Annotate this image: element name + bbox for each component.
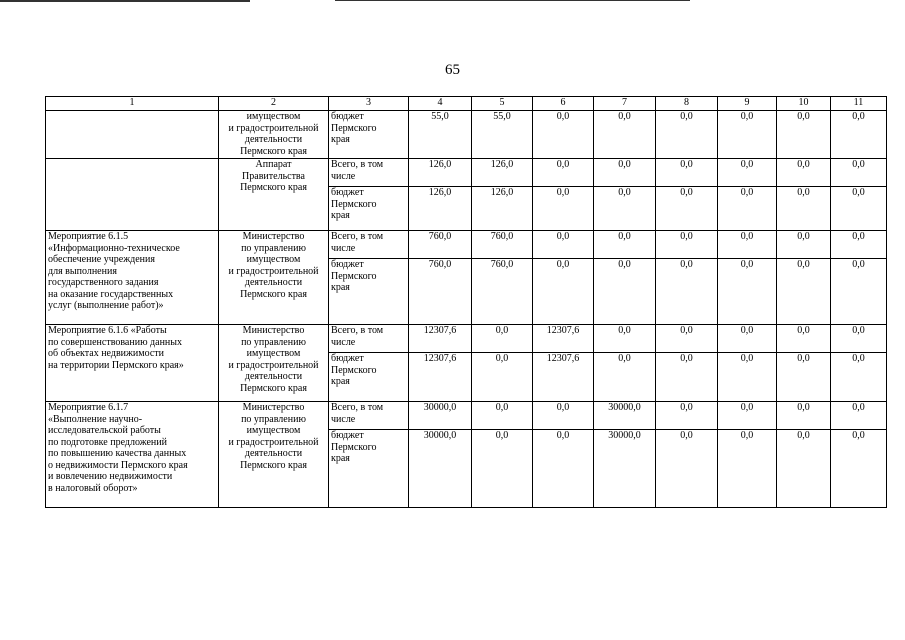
value-cell: 0,0 [777,111,831,159]
value-cell: 0,0 [718,231,777,259]
value-cell: 760,0 [472,231,533,259]
value-cell: 0,0 [472,353,533,402]
value-cell: 0,0 [472,430,533,508]
value-cell: 0,0 [831,402,887,430]
value-cell: 30000,0 [409,430,472,508]
value-cell: 0,0 [777,402,831,430]
value-cell: 0,0 [656,325,718,353]
value-cell: 0,0 [831,159,887,187]
header-cell: 6 [533,97,594,111]
value-cell: 12307,6 [409,325,472,353]
value-cell: 12307,6 [409,353,472,402]
value-cell: 0,0 [472,325,533,353]
header-cell: 3 [329,97,409,111]
table-body [46,97,887,508]
table-row [46,325,887,353]
scan-artifact-line [0,0,250,2]
executor-cell: Аппарат Правительства Пермского края [219,159,329,231]
funding-source-cell: бюджет Пермского края [329,430,409,508]
value-cell: 0,0 [533,259,594,325]
header-cell: 5 [472,97,533,111]
value-cell: 0,0 [594,231,656,259]
header-cell: 7 [594,97,656,111]
header-cell: 2 [219,97,329,111]
value-cell: 0,0 [718,259,777,325]
activity-name-cell [46,159,219,231]
value-cell: 0,0 [831,111,887,159]
scan-artifact-line [335,0,690,1]
executor-cell: Министерство по управлению имуществом и градостроительной деятельности Пермского края [219,402,329,508]
value-cell: 126,0 [409,187,472,231]
value-cell: 0,0 [777,159,831,187]
value-cell: 0,0 [718,325,777,353]
value-cell: 0,0 [533,231,594,259]
header-cell: 8 [656,97,718,111]
value-cell: 0,0 [831,353,887,402]
value-cell: 30000,0 [594,430,656,508]
value-cell: 0,0 [718,353,777,402]
value-cell: 0,0 [656,430,718,508]
table-row [46,402,887,430]
value-cell: 0,0 [533,402,594,430]
value-cell: 760,0 [409,231,472,259]
executor-cell: Министерство по управлению имуществом и градостроительной деятельности Пермского края [219,325,329,402]
value-cell: 0,0 [594,325,656,353]
value-cell: 0,0 [533,111,594,159]
value-cell: 0,0 [656,231,718,259]
activity-name-cell: Мероприятие 6.1.6 «Работы по совершенствованию данных об объектах недвижимости на территории Пермского края» [46,325,219,402]
value-cell: 0,0 [533,430,594,508]
funding-source-cell: бюджет Пермского края [329,353,409,402]
value-cell: 0,0 [777,231,831,259]
value-cell: 0,0 [656,353,718,402]
header-cell: 9 [718,97,777,111]
funding-source-cell: бюджет Пермского края [329,111,409,159]
value-cell: 12307,6 [533,353,594,402]
value-cell: 55,0 [472,111,533,159]
activity-name-cell [46,111,219,159]
value-cell: 0,0 [533,159,594,187]
value-cell: 30000,0 [594,402,656,430]
value-cell: 0,0 [831,187,887,231]
table-row [46,231,887,259]
value-cell: 0,0 [831,325,887,353]
value-cell: 126,0 [409,159,472,187]
budget-table [45,96,887,508]
header-cell: 11 [831,97,887,111]
value-cell: 0,0 [656,187,718,231]
value-cell: 0,0 [777,325,831,353]
value-cell: 0,0 [656,259,718,325]
value-cell: 0,0 [718,159,777,187]
page-number: 65 [445,62,460,78]
value-cell: 0,0 [594,111,656,159]
executor-cell: Министерство по управлению имуществом и градостроительной деятельности Пермского края [219,231,329,325]
value-cell: 0,0 [831,430,887,508]
activity-name-cell: Мероприятие 6.1.5 «Информационно-техническое обеспечение учреждения для выполнения государственного задания на оказание государственных услуг (выполнение работ)» [46,231,219,325]
value-cell: 30000,0 [409,402,472,430]
funding-source-cell: бюджет Пермского края [329,259,409,325]
value-cell: 126,0 [472,187,533,231]
value-cell: 0,0 [718,430,777,508]
value-cell: 0,0 [831,231,887,259]
value-cell: 0,0 [594,159,656,187]
value-cell: 0,0 [533,187,594,231]
value-cell: 0,0 [594,353,656,402]
value-cell: 0,0 [472,402,533,430]
value-cell: 0,0 [718,187,777,231]
table-row [46,111,887,159]
value-cell: 126,0 [472,159,533,187]
table-row [46,159,887,187]
funding-source-cell: Всего, в том числе [329,325,409,353]
value-cell: 0,0 [777,430,831,508]
header-cell: 1 [46,97,219,111]
funding-source-cell: бюджет Пермского края [329,187,409,231]
value-cell: 0,0 [594,187,656,231]
value-cell: 0,0 [831,259,887,325]
funding-source-cell: Всего, в том числе [329,159,409,187]
value-cell: 55,0 [409,111,472,159]
value-cell: 760,0 [409,259,472,325]
header-cell: 10 [777,97,831,111]
value-cell: 0,0 [594,259,656,325]
funding-source-cell: Всего, в том числе [329,231,409,259]
value-cell: 0,0 [777,187,831,231]
value-cell: 0,0 [777,353,831,402]
funding-source-cell: Всего, в том числе [329,402,409,430]
value-cell: 0,0 [656,159,718,187]
value-cell: 12307,6 [533,325,594,353]
value-cell: 0,0 [718,402,777,430]
value-cell: 760,0 [472,259,533,325]
table-header-row [46,97,887,111]
executor-cell: имуществом и градостроительной деятельности Пермского края [219,111,329,159]
value-cell: 0,0 [718,111,777,159]
activity-name-cell: Мероприятие 6.1.7 «Выполнение научно- исследовательской работы по подготовке предложений по повышению качества данных о недвижимости Пермского края и вовлечению недвижимости в налоговый оборот» [46,402,219,508]
value-cell: 0,0 [656,111,718,159]
value-cell: 0,0 [656,402,718,430]
header-cell: 4 [409,97,472,111]
value-cell: 0,0 [777,259,831,325]
